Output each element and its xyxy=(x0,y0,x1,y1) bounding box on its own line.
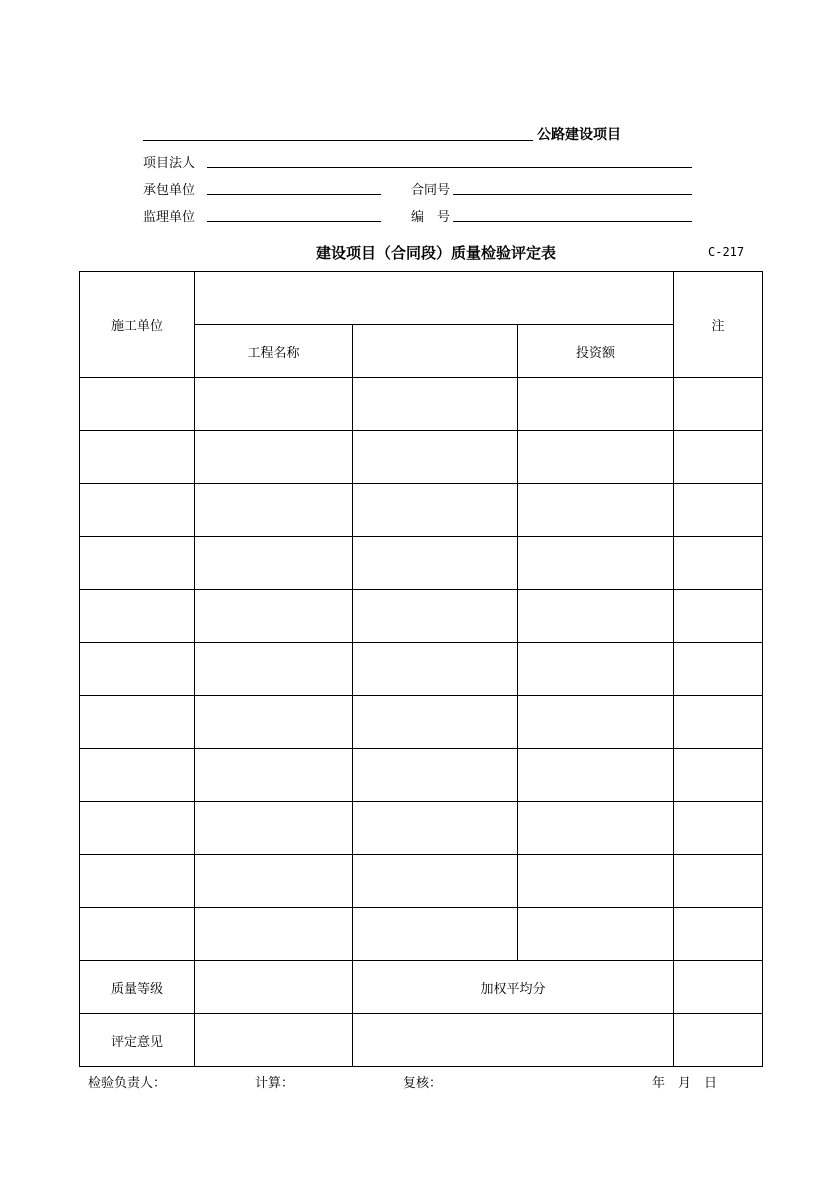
table-cell[interactable] xyxy=(353,378,518,431)
note-label: 注 xyxy=(674,272,763,378)
table-cell[interactable] xyxy=(80,908,195,961)
opinion-field-b[interactable] xyxy=(353,1014,674,1067)
table-cell[interactable] xyxy=(674,378,763,431)
calc-label: 计算： xyxy=(255,1076,295,1091)
table-row xyxy=(80,484,763,537)
project-name-field[interactable] xyxy=(353,325,518,378)
table-cell[interactable] xyxy=(353,590,518,643)
contractor-label: 承包单位 xyxy=(143,183,196,198)
table-row xyxy=(80,908,763,961)
table-cell[interactable] xyxy=(353,484,518,537)
construction-unit-label: 施工单位 xyxy=(80,272,195,378)
contractor-field[interactable] xyxy=(207,194,381,195)
table-cell[interactable] xyxy=(518,696,674,749)
table-cell[interactable] xyxy=(518,908,674,961)
table-cell[interactable] xyxy=(518,855,674,908)
supervisor-label: 监理单位 xyxy=(143,210,196,225)
serial-label: 编 号 xyxy=(411,210,451,225)
table-cell[interactable] xyxy=(674,802,763,855)
table-cell[interactable] xyxy=(80,855,195,908)
table-row xyxy=(80,431,763,484)
weighted-average-field[interactable] xyxy=(674,961,763,1014)
table-cell[interactable] xyxy=(518,431,674,484)
owner-field[interactable] xyxy=(207,167,692,168)
construction-unit-field[interactable] xyxy=(195,272,674,325)
investment-label: 投资额 xyxy=(518,325,674,378)
table-row xyxy=(80,749,763,802)
opinion-field-c[interactable] xyxy=(674,1014,763,1067)
table-cell[interactable] xyxy=(518,643,674,696)
project-name-label: 工程名称 xyxy=(195,325,353,378)
table-row xyxy=(80,855,763,908)
table-cell[interactable] xyxy=(353,537,518,590)
table-cell[interactable] xyxy=(80,378,195,431)
table-cell[interactable] xyxy=(195,431,353,484)
table-cell[interactable] xyxy=(195,696,353,749)
table-cell[interactable] xyxy=(80,590,195,643)
table-cell[interactable] xyxy=(353,431,518,484)
inspector-label: 检验负责人： xyxy=(88,1076,167,1091)
table-row xyxy=(80,590,763,643)
quality-grade-field[interactable] xyxy=(195,961,353,1014)
opinion-label: 评定意见 xyxy=(80,1014,195,1067)
table-row xyxy=(80,696,763,749)
project-name-line[interactable] xyxy=(143,140,533,141)
table-cell[interactable] xyxy=(518,590,674,643)
supervisor-field[interactable] xyxy=(207,221,381,222)
table-cell[interactable] xyxy=(353,855,518,908)
table-cell[interactable] xyxy=(353,908,518,961)
table-cell[interactable] xyxy=(80,749,195,802)
project-suffix: 公路建设项目 xyxy=(537,127,621,143)
table-cell[interactable] xyxy=(195,537,353,590)
contract-no-field[interactable] xyxy=(453,194,692,195)
table-cell[interactable] xyxy=(353,749,518,802)
table-cell[interactable] xyxy=(674,537,763,590)
opinion-field-a[interactable] xyxy=(195,1014,353,1067)
table-cell[interactable] xyxy=(353,696,518,749)
table-cell[interactable] xyxy=(80,643,195,696)
form-code: C-217 xyxy=(708,245,745,259)
date-label: 年 月 日 xyxy=(652,1076,718,1091)
table-cell[interactable] xyxy=(674,590,763,643)
table-cell[interactable] xyxy=(674,696,763,749)
weighted-average-label: 加权平均分 xyxy=(353,961,674,1014)
table-cell[interactable] xyxy=(195,749,353,802)
table-cell[interactable] xyxy=(353,802,518,855)
owner-label: 项目法人 xyxy=(143,156,196,171)
serial-field[interactable] xyxy=(453,221,692,222)
table-cell[interactable] xyxy=(195,855,353,908)
table-cell[interactable] xyxy=(674,749,763,802)
table-cell[interactable] xyxy=(518,484,674,537)
table-cell[interactable] xyxy=(80,537,195,590)
table-cell[interactable] xyxy=(518,378,674,431)
table-row xyxy=(80,643,763,696)
table-cell[interactable] xyxy=(195,590,353,643)
table-cell[interactable] xyxy=(195,484,353,537)
table-cell[interactable] xyxy=(353,643,518,696)
table-cell[interactable] xyxy=(674,431,763,484)
table-cell[interactable] xyxy=(674,484,763,537)
table-cell[interactable] xyxy=(518,749,674,802)
table-cell[interactable] xyxy=(518,802,674,855)
table-cell[interactable] xyxy=(80,802,195,855)
form-title: 建设项目（合同段）质量检验评定表 xyxy=(316,244,557,262)
quality-evaluation-table xyxy=(79,271,763,1067)
table-row xyxy=(80,537,763,590)
table-cell[interactable] xyxy=(195,802,353,855)
table-cell[interactable] xyxy=(80,484,195,537)
table-cell[interactable] xyxy=(674,908,763,961)
table-cell[interactable] xyxy=(195,643,353,696)
contract-no-label: 合同号 xyxy=(411,183,451,198)
review-label: 复核： xyxy=(403,1076,443,1091)
table-row xyxy=(80,378,763,431)
table-cell[interactable] xyxy=(80,431,195,484)
table-cell[interactable] xyxy=(518,537,674,590)
table-cell[interactable] xyxy=(674,643,763,696)
table-row xyxy=(80,802,763,855)
table-cell[interactable] xyxy=(674,855,763,908)
table-cell[interactable] xyxy=(195,908,353,961)
quality-grade-label: 质量等级 xyxy=(80,961,195,1014)
table-cell[interactable] xyxy=(80,696,195,749)
table-cell[interactable] xyxy=(195,378,353,431)
